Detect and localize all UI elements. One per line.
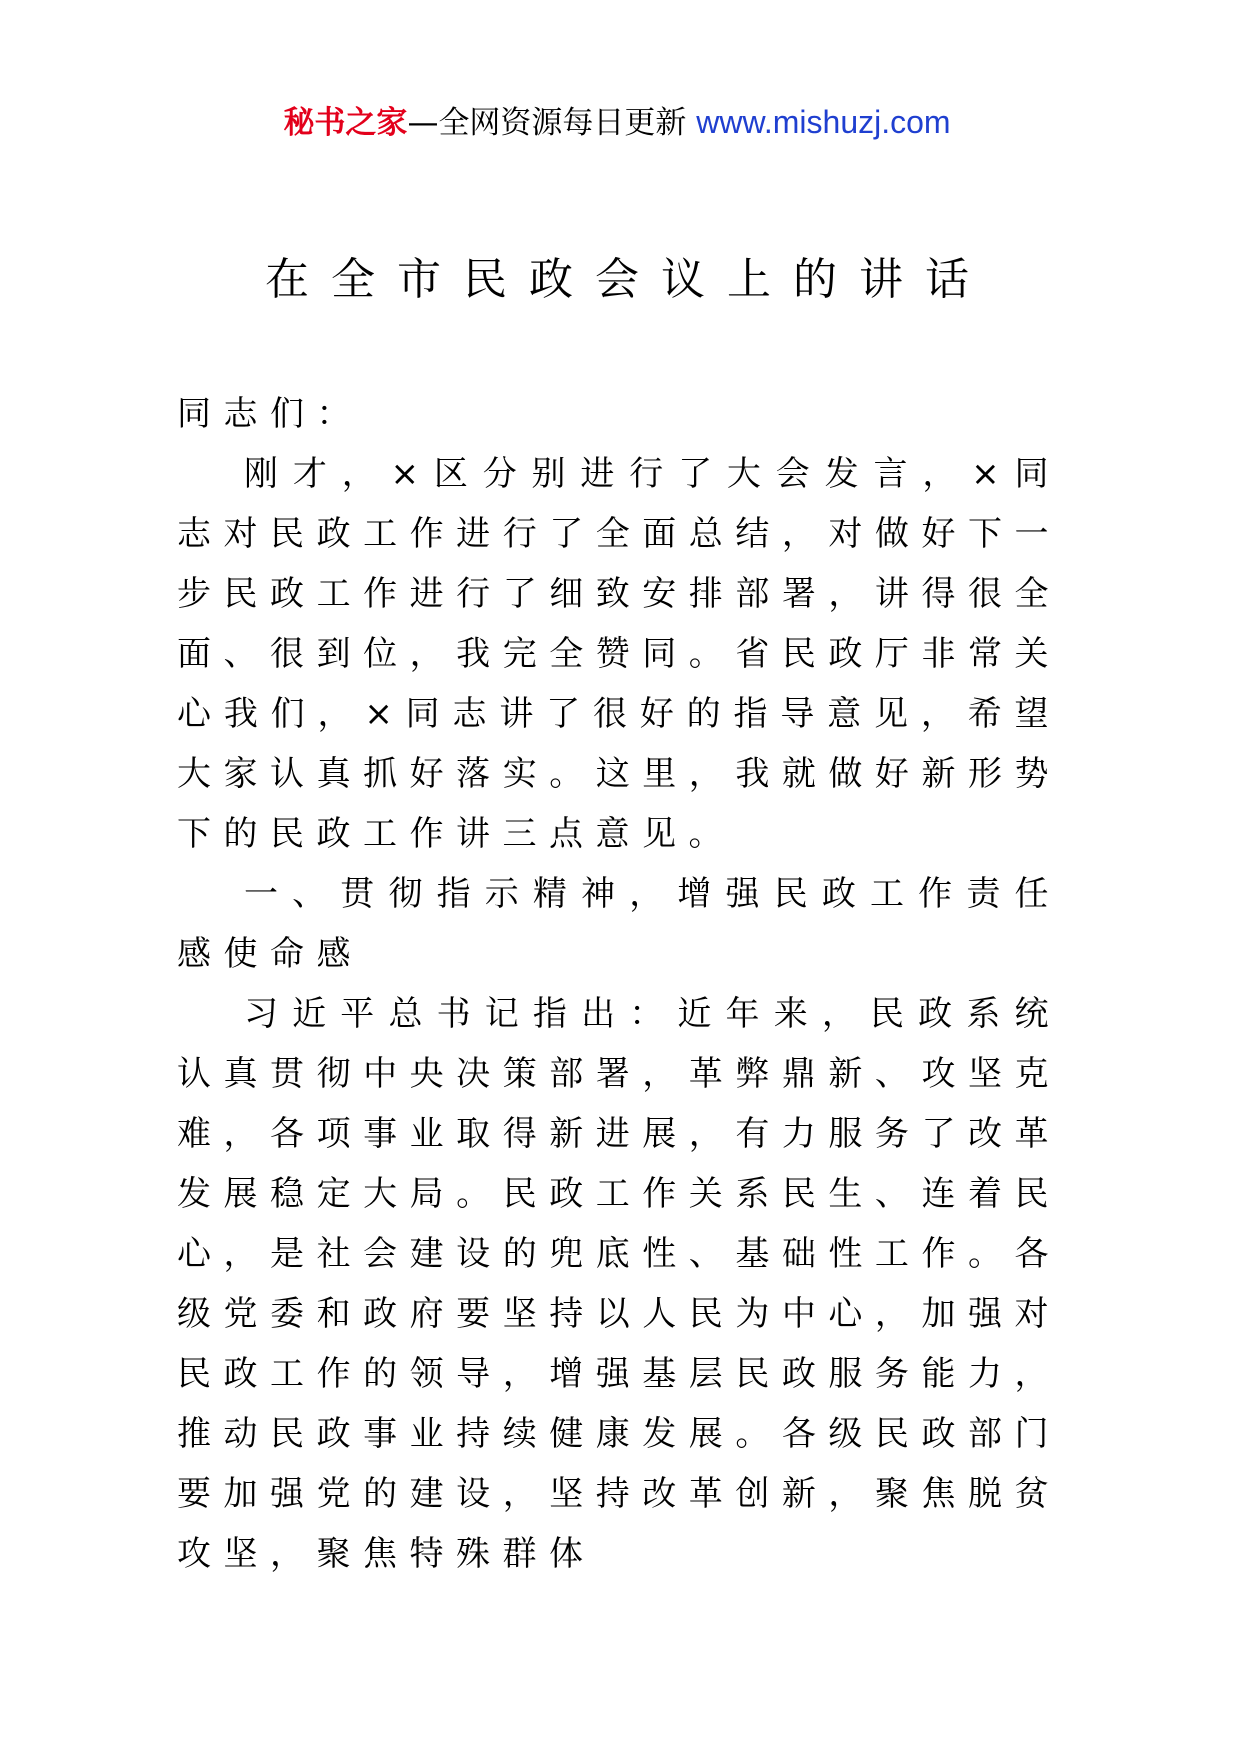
- section-heading: 一、贯彻指示精神，增强民政工作责任感使命感: [177, 874, 1061, 974]
- header-tagline: —全网资源每日更新: [407, 105, 687, 141]
- site-header: [0, 100, 1234, 145]
- body-paragraph: 刚才，×区分别进行了大会发言，×同志对民政工作进行了全面总结，对做好下一步民政工作进行了细致安排部署，讲得很全面、很到位，我完全赞同。省民政厅非常关心我们，×同志讲了很好的指导意见，希望大家认真抓好落实。这里，我就做好新形势下的民政工作讲三点意见。: [177, 454, 1061, 854]
- document-title: 在全市民政会议上的讲话: [265, 254, 991, 305]
- brand-name: 秘书之家: [283, 105, 408, 141]
- body-paragraph: 习近平总书记指出：近年来，民政系统认真贯彻中央决策部署，革弊鼎新、攻坚克难，各项事业取得新进展，有力服务了改革发展稳定大局。民政工作关系民生、连着民心，是社会建设的兜底性、基础性工作。各级党委和政府要坚持以人民为中心，加强对民政工作的领导，增强基层民政服务能力，推动民政事业持续健康发展。各级民政部门要加强党的建设，坚持改革创新，聚焦脱贫攻坚，聚焦特殊群体: [177, 994, 1061, 1574]
- salutation: 同志们：: [177, 394, 363, 434]
- document-body: [177, 384, 1061, 1584]
- header-url-link[interactable]: www.mishuzj.com: [696, 104, 951, 140]
